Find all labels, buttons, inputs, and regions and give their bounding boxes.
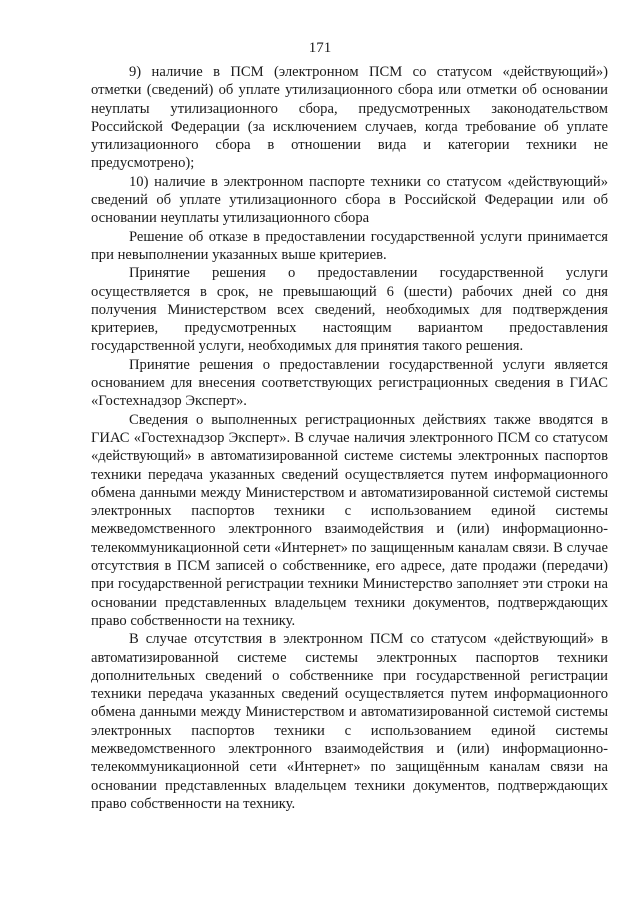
paragraph-item-10: 10) наличие в электронном паспорте техники со статусом «действующий» сведений об уплате утилизационного сбора в Российской Федерации или об основании неуплаты утилизационного сбора: [91, 173, 608, 227]
paragraph-decision-term: Принятие решения о предоставлении государственной услуги осуществляется в срок, не превышающий 6 (шести) рабочих дней со дня получения Министерством всех сведений, необходимых для подтверждения критериев, предусмотренных настоящим вариантом предоставления государственной услуги, необходимых для принятия такого решения.: [91, 265, 608, 355]
paragraph-owner-info: В случае отсутствия в электронном ПСМ со статусом «действующий» в автоматизированной системе системы электронных паспортов техники дополнительных сведений о собственнике при государственной регистрации техники передача указанных сведений осуществляется путем информационного обмена данными между Министерством и автоматизированной системой системы электронных паспортов техники с использованием единой системы межведомственного электронного взаимодействия и (или) информационно-телекоммуникационной сети «Интернет» по защищённым каналам связи на основании представленных владельцем техники документов, подтверждающих право собственности на технику.: [91, 631, 608, 812]
paragraph-registration-basis: Принятие решения о предоставлении государственной услуги является основанием для внесения соответствующих регистрационных сведения в ГИАС «Гостехнадзор Эксперт».: [91, 356, 608, 410]
paragraph-registration-info: Сведения о выполненных регистрационных действиях также вводятся в ГИАС «Гостехнадзор Эксперт». В случае наличия электронного ПСМ со статусом «действующий» в автоматизированной системе системы электронных паспортов техники передача указанных сведений осуществляется путем информационного обмена данными между Министерством и автоматизированной системой системы электронных паспортов техники с использованием единой системы межведомственного электронного взаимодействия и (или) информационно-телекоммуникационной сети «Интернет» по защищенным каналам связи. В случае отсутствия в ПСМ записей о собственнике, его адресе, дате продажи (передачи) при государственной регистрации техники Министерство заполняет эти строки на основании представленных владельцем техники документов, подтверждающих право собственности на технику.: [91, 411, 608, 629]
paragraph-item-9: 9) наличие в ПСМ (электронном ПСМ со статусом «действующий») отметки (сведений) об уплате утилизационного сбора или отметки об основании неуплаты утилизационного сбора, предусмотренных законодательством Российской Федерации (за исключением случаев, когда требование об уплате утилизационного сбора в отношении вида и категории техники не предусмотрено);: [91, 64, 608, 172]
document-body: [91, 63, 608, 813]
page-number: 171: [308, 40, 332, 56]
paragraph-refusal-decision: Решение об отказе в предоставлении государственной услуги принимается при невыполнении указанных выше критериев.: [91, 228, 608, 263]
